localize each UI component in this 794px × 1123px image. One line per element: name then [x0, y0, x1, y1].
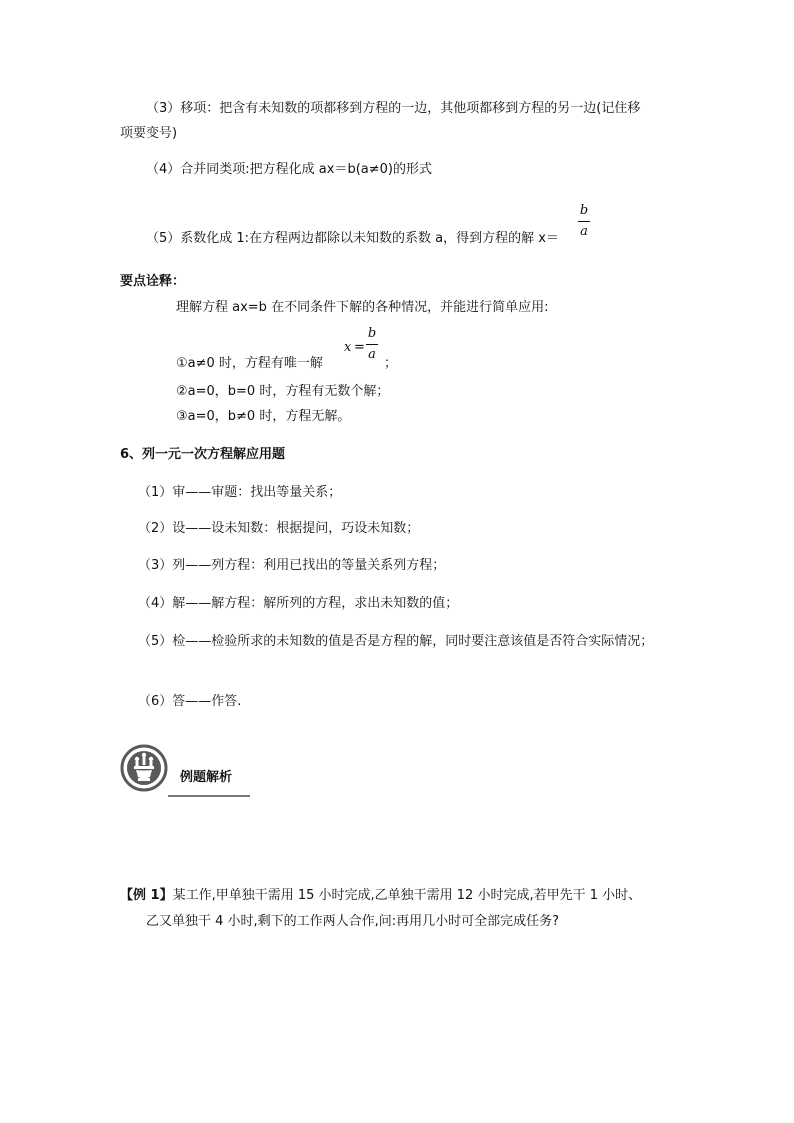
case-3: ③a=0，b≠0 时，方程无解。	[176, 409, 351, 424]
step-5-fraction-numerator: b	[579, 203, 589, 218]
example-1-text: 某工作,甲单独干需用 15 小时完成,乙单独干需用 12 小时完成,若甲先干 1 小时、	[172, 888, 642, 903]
section-6-item: （5）检——检验所求的未知数的值是否是方程的解，同时要注意该值是否符合实际情况；	[138, 634, 654, 649]
title-underline	[168, 795, 250, 797]
section-6-item: （3）列——列方程：利用已找出的等量关系列方程；	[138, 558, 446, 573]
section-6-item: （4）解——解方程：解所列的方程，求出未知数的值；	[138, 596, 459, 611]
step-5-fraction-denominator: a	[580, 224, 588, 239]
key-points-intro: 理解方程 ax=b 在不同条件下解的各种情况，并能进行简单应用:	[176, 300, 549, 315]
case-1-fraction-denominator: a	[368, 347, 376, 362]
case-1-fraction-numerator: b	[367, 326, 377, 341]
step-4: （4）合并同类项:把方程化成 ax＝b(a≠0)的形式	[146, 162, 432, 177]
step-3-line-2: 项要变号)	[120, 126, 178, 141]
section-6-item: （1）审——审题：找出等量关系；	[138, 485, 342, 500]
example-1-line-1	[120, 888, 641, 904]
case-1-end: ；	[384, 356, 398, 371]
section-6-heading: 6、列一元一次方程解应用题	[120, 447, 286, 462]
section-6-item: （6）答——作答.	[138, 694, 242, 709]
section-6-item: （2）设——设未知数：根据提问，巧设未知数；	[138, 521, 420, 536]
example-section-title: 例题解析	[180, 770, 233, 785]
fraction-bar	[578, 221, 590, 222]
key-points-heading: 要点诠释：	[120, 274, 186, 289]
example-1-line-2: 乙又单独干 4 小时,剩下的工作两人合作,问:再用几小时可全部完成任务?	[146, 914, 560, 929]
example-1-label: 【例 1】	[120, 888, 173, 903]
step-5-fraction	[578, 204, 590, 239]
case-1: ①a≠0 时，方程有唯一解	[176, 356, 323, 371]
step-3-line-1: （3）移项：把含有未知数的项都移到方程的一边，其他项都移到方程的另一边(记住移	[146, 101, 641, 116]
chess-piece-icon	[120, 744, 168, 792]
case-1-x: x	[344, 340, 352, 355]
case-1-fraction	[366, 327, 378, 362]
fraction-bar	[366, 344, 378, 345]
case-1-equals: =	[354, 340, 365, 355]
case-2: ②a=0，b=0 时，方程有无数个解；	[176, 384, 390, 399]
step-5: （5）系数化成 1:在方程两边都除以未知数的系数 a，得到方程的解 x＝	[146, 231, 559, 246]
